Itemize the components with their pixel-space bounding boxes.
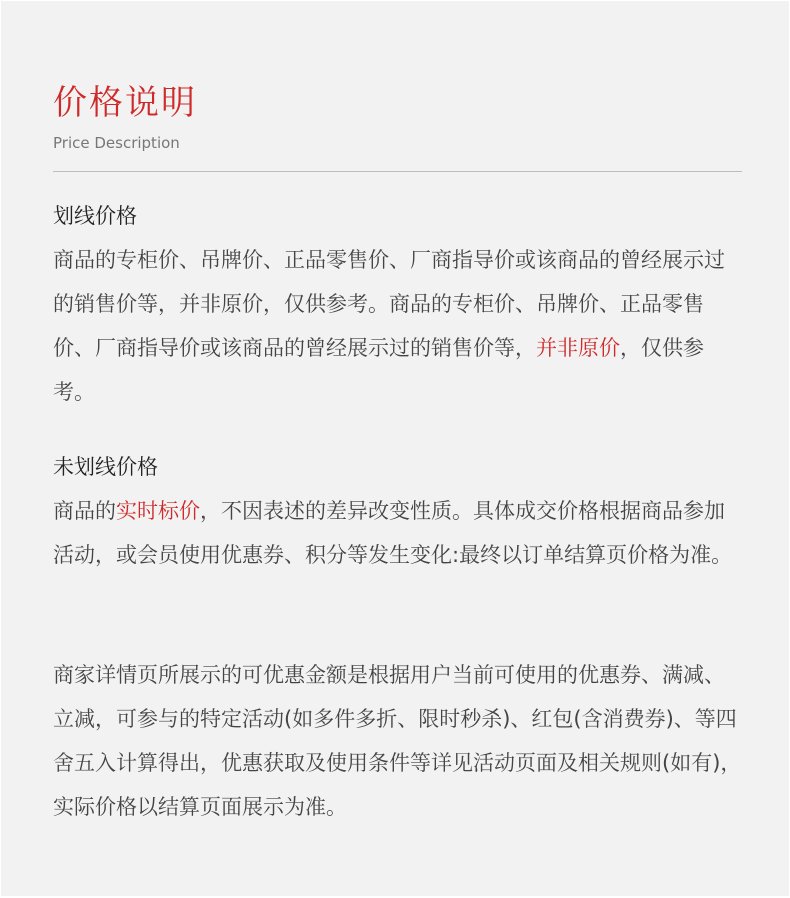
crossed-price-text-end: ，仅供参考。 xyxy=(53,336,704,404)
uncrossed-price-highlight: 实时标价 xyxy=(116,499,200,523)
page-title: 价格说明 xyxy=(53,83,197,123)
crossed-price-highlight: 并非原价 xyxy=(536,336,620,360)
price-description-panel xyxy=(1,1,789,896)
crossed-price-text xyxy=(53,238,743,414)
page-subtitle: Price Description xyxy=(53,134,180,152)
uncrossed-price-heading: 未划线价格 xyxy=(53,455,158,479)
crossed-price-heading: 划线价格 xyxy=(53,204,137,228)
uncrossed-price-text-end: ，不因表述的差异改变性质。具体成交价格根据商品参加活动，或会员使用优惠券、积分等发生变化:最终以订单结算页价格为准。 xyxy=(53,499,733,567)
divider xyxy=(53,171,742,172)
crossed-price-text-start: 商品的专柜价、吊牌价、正品零售价、厂商指导价或该商品的曾经展示过的销售价等，并非原价，仅供参考。商品的专柜价、吊牌价、正品零售价、厂商指导价或该商品的曾经展示过的销售价等， xyxy=(53,248,725,360)
uncrossed-price-text xyxy=(53,489,743,577)
discount-note-text: 商家详情页所展示的可优惠金额是根据用户当前可使用的优惠券、满减、立减，可参与的特定活动(如多件多折、限时秒杀)、红包(含消费券)、等四舍五入计算得出，优惠获取及使用条件等详见活动页面及相关规则(如有)，实际价格以结算页面展示为准。 xyxy=(53,663,742,819)
uncrossed-price-text-start: 商品的 xyxy=(53,499,116,523)
